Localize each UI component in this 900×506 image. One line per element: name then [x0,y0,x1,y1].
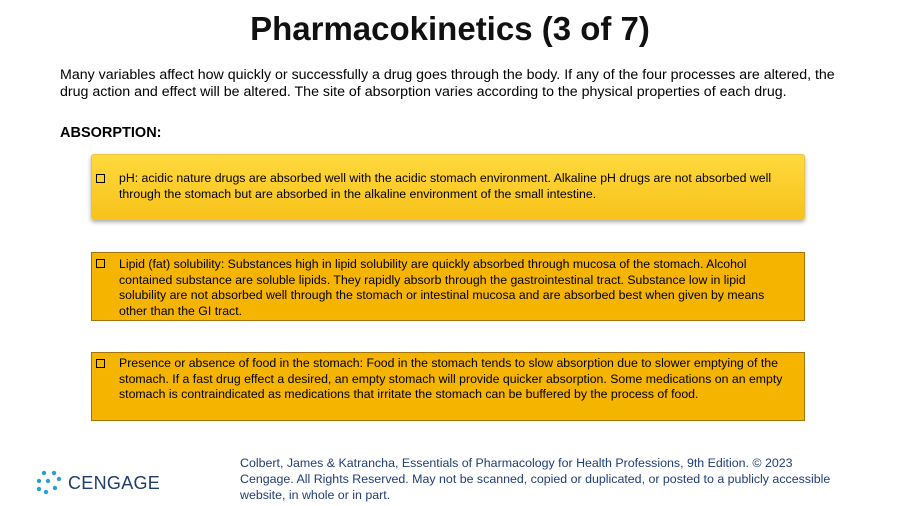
absorption-box-ph [91,154,805,220]
citation-text: Colbert, James & Katrancha, Essentials of Pharmacology for Health Professions, 9th Edition. © 2023 Cengage. All Rights Reserved. May not be scanned, copied or duplicated, or posted to a publicly accessible website, in whole or in part. [240,456,831,502]
cengage-swirl-icon [35,469,63,497]
box-text: pH: acidic nature drugs are absorbed well with the acidic stomach environment. Alkaline pH drugs are not absorbed well through the stomach but are absorbed in the alkaline environment of the small intestine. [119,171,772,201]
absorption-box-lipid [91,252,805,321]
absorption-box-food [91,352,805,421]
section-heading: ABSORPTION: [60,125,162,141]
cengage-logo [35,469,160,499]
checkbox-bullet-icon [96,259,107,270]
checkbox-bullet-icon [96,359,107,370]
slide-title: Pharmacokinetics (3 of 7) [250,10,650,47]
intro-paragraph: Many variables affect how quickly or successfully a drug goes through the body. If any of the four processes are altered, the drug action and effect will be altered. The site of absorption varies according to the physical properties of each drug. [60,67,835,100]
checkbox-bullet-icon [96,174,107,185]
box-text: Presence or absence of food in the stomach: Food in the stomach tends to slow absorption due to slower emptying of the stomach. If a fast drug effect a desired, an empty stomach will provide quicker absorption. Some medications on an empty stomach is contraindicated as medications that irritate the stomach can be buffered by the process of food. [119,356,783,402]
cengage-wordmark: CENGAGE [68,473,161,493]
box-text: Lipid (fat) solubility: Substances high in lipid solubility are quickly absorbed through mucosa of the stomach. Alcohol contained substance are soluble lipids. They rapidly absorb through the gastrointestinal tract. Substance low in lipid solubility are not absorbed well through the stomach or intestinal mucosa and are absorbed best when given by means other than the GI tract. [119,257,765,318]
